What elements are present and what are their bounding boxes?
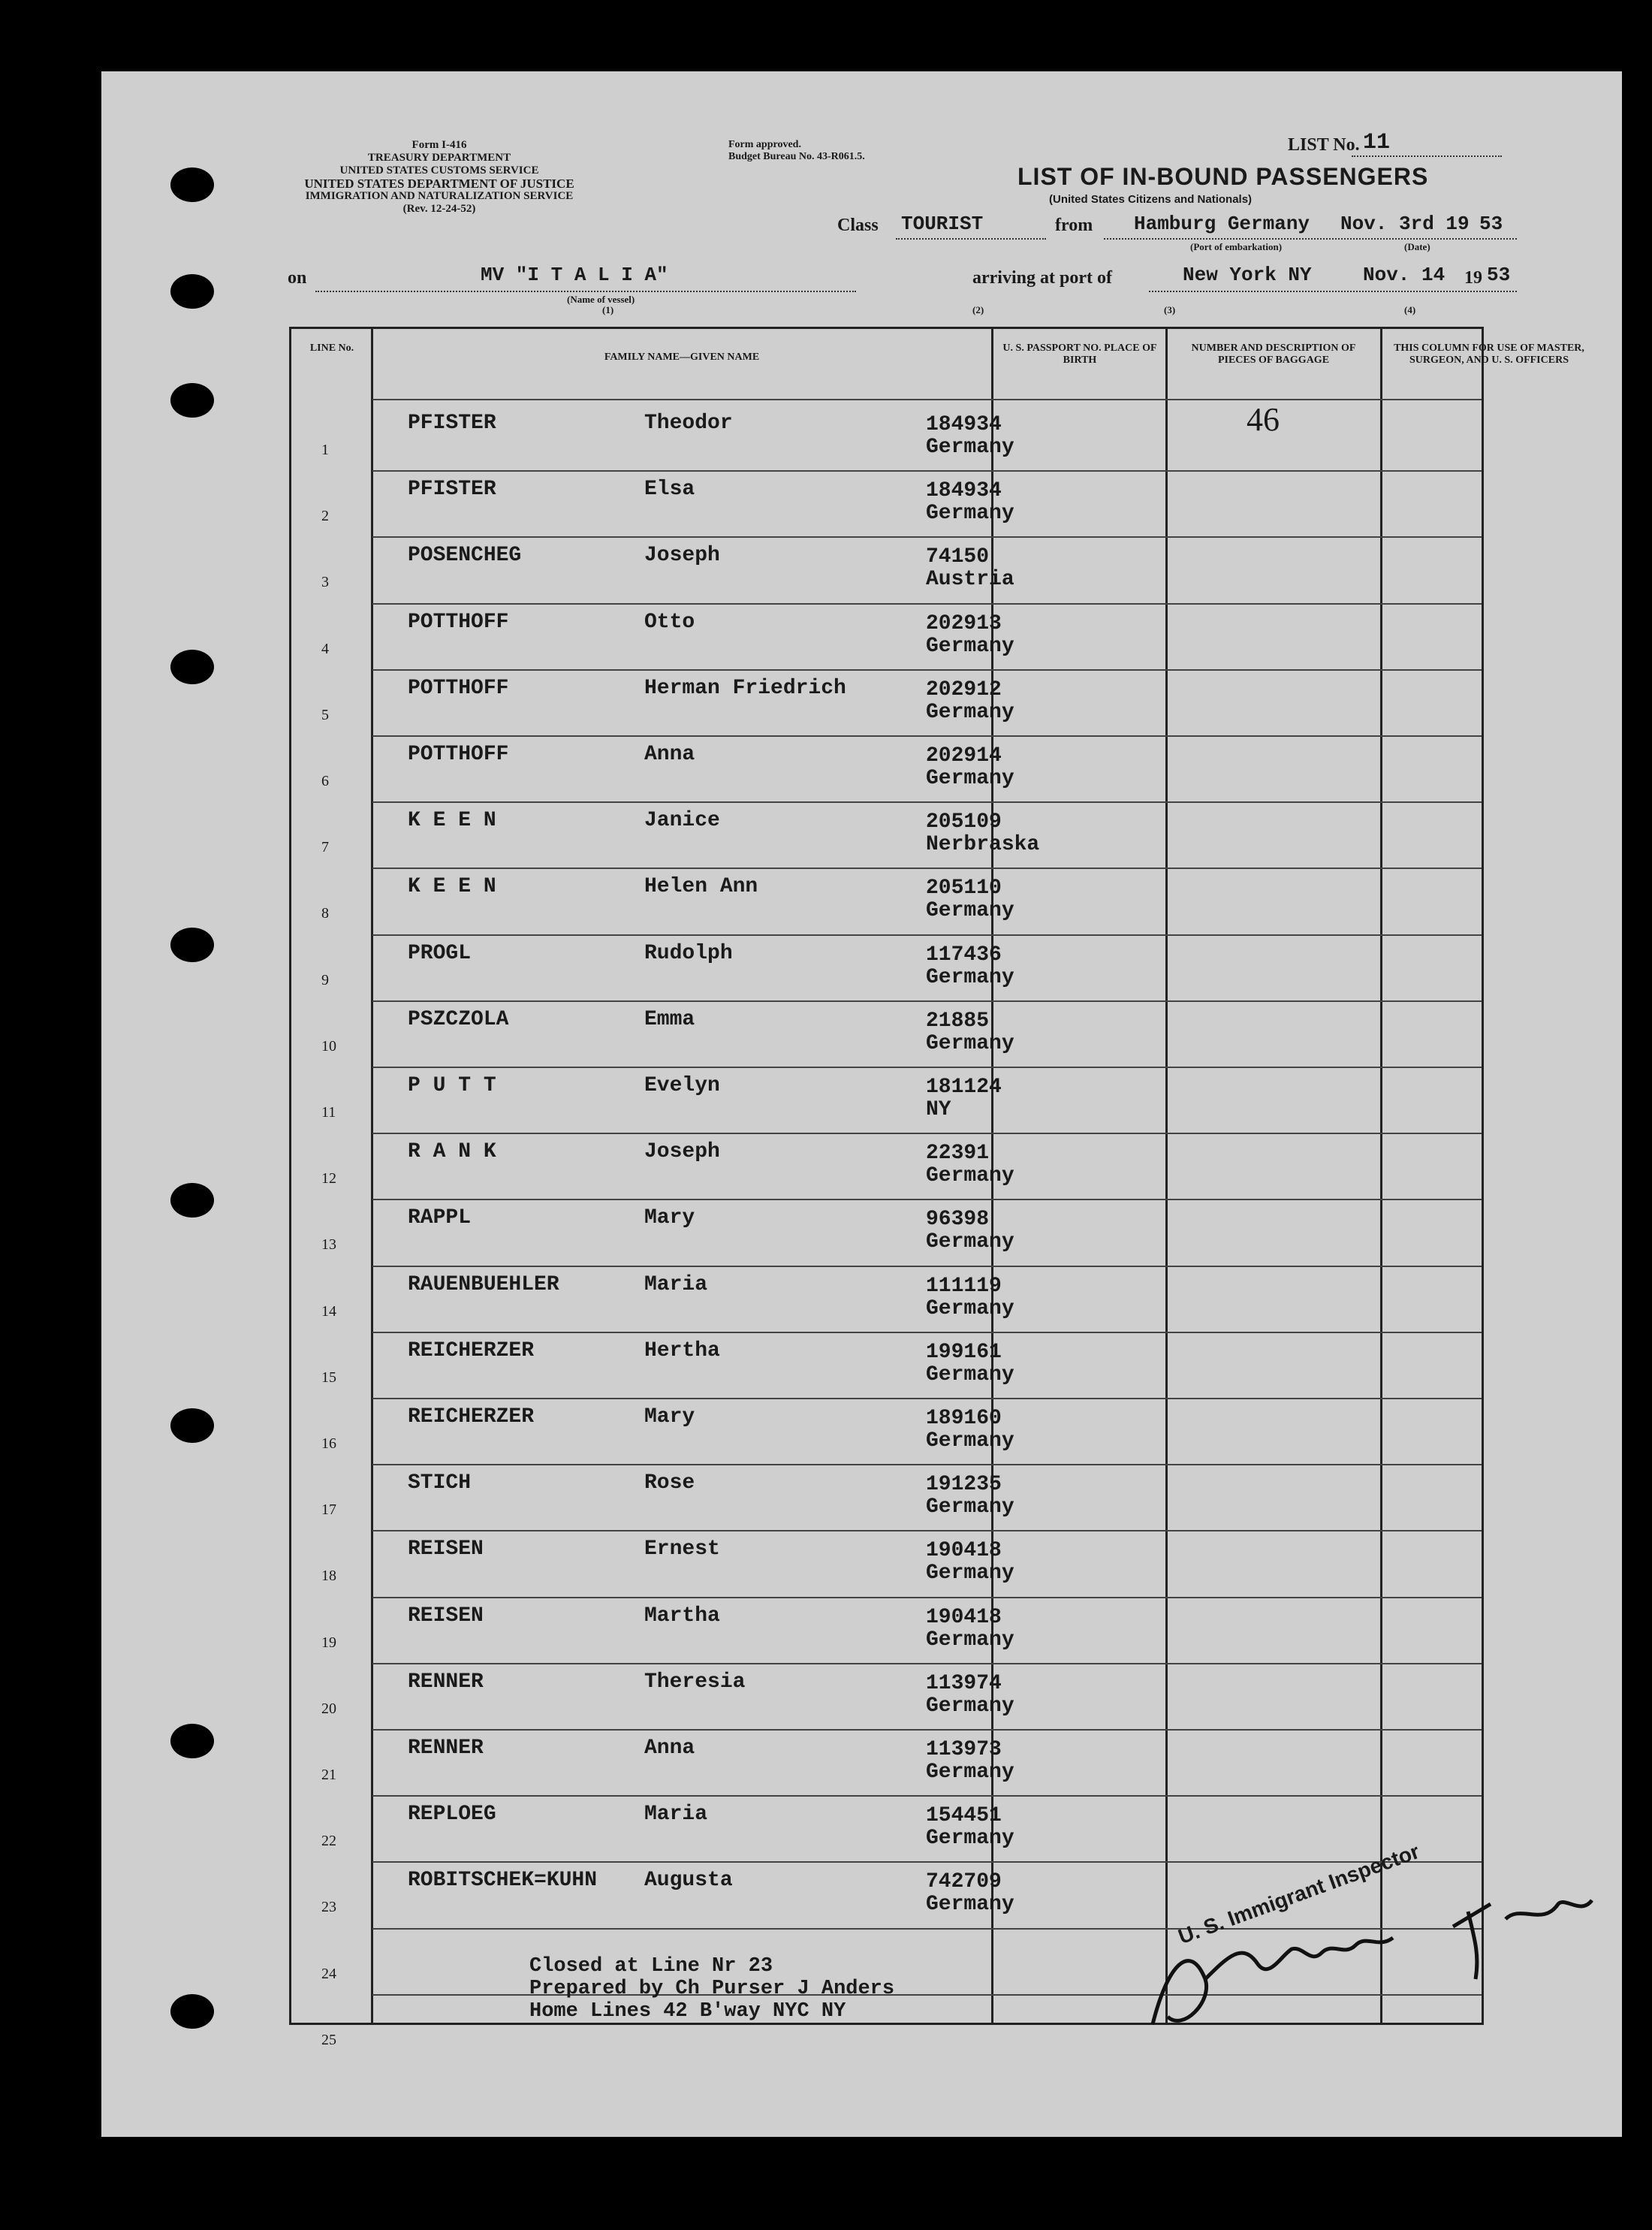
date-caption: (Date) [1404,241,1430,252]
line-number: 18 [321,1568,336,1585]
given-name: Elsa [644,478,695,502]
line-number: 11 [321,1104,336,1121]
passport-no: 742709 [926,1870,1002,1894]
place-of-birth: Germany [926,700,1014,724]
place-of-birth: Germany [926,1628,1014,1652]
table-row [291,470,1482,536]
passport-no: 113974 [926,1671,1002,1695]
passport-no: 205109 [926,810,1002,834]
place-of-birth: NY [926,1098,951,1121]
place-of-birth: Nerbraska [926,833,1040,857]
col-line-no: LINE No. [309,342,354,354]
given-name: Maria [644,1803,708,1827]
given-name: Ernest [644,1537,720,1562]
form-title: LIST OF IN-BOUND PASSENGERS [1017,163,1429,190]
table-row [291,536,1482,602]
given-name: Joseph [644,544,720,568]
family-name: POTTHOFF [408,676,509,700]
given-name: Janice [644,809,720,833]
family-name: K E E N [408,875,496,899]
passport-no: 74150 [926,545,990,569]
family-name: REPLOEG [408,1803,496,1827]
line-number: 7 [321,839,329,856]
passport-no: 199161 [926,1340,1002,1364]
family-name: STICH [408,1471,472,1495]
place-of-birth: Germany [926,502,1014,526]
passport-no: 111119 [926,1274,1002,1298]
family-name: PFISTER [408,478,496,502]
line-number: 25 [321,2031,336,2048]
treasury-dept: TREASURY DEPARTMENT [367,152,511,164]
family-name: POTTHOFF [408,743,509,766]
passport-no: 113973 [926,1738,1002,1761]
family-name: RENNER [408,1737,484,1760]
table-row [291,868,1482,934]
place-of-birth: Germany [926,634,1014,658]
place-of-birth: Germany [926,1230,1014,1254]
given-name: Maria [644,1272,708,1296]
table-row [291,404,1482,470]
place-of-birth: Germany [926,767,1014,790]
form-number: Form I-416 [411,139,467,151]
given-name: Rudolph [644,941,733,965]
caption-2: (2) [972,304,984,315]
passport-no: 22391 [926,1142,990,1166]
from-date: Nov. 3rd 19 [1340,213,1470,235]
table-row [291,1332,1482,1398]
caption-1: (1) [602,304,614,315]
closing-line-2: Prepared by Ch Purser J Anders [529,1978,895,2000]
table-row [291,669,1482,735]
family-name: RAUENBUEHLER [408,1272,559,1296]
closing-line-1: Closed at Line Nr 23 [529,1955,773,1978]
line-number: 19 [321,1634,336,1651]
caption-4: (4) [1404,304,1416,315]
from-port: Hamburg Germany [1134,213,1310,235]
punch-hole [170,650,214,684]
place-of-birth: Germany [926,1164,1014,1188]
col-name: FAMILY NAME—GIVEN NAME [604,352,760,363]
passport-no: 202912 [926,677,1002,702]
table-row [291,1597,1482,1663]
budget-bureau: Budget Bureau No. 43-R061.5. [728,151,865,162]
given-name: Augusta [644,1869,733,1893]
table-row [291,934,1482,1000]
punch-hole [170,383,214,418]
table-row [291,1663,1482,1729]
table-row [291,1000,1482,1067]
line-number: 3 [321,574,329,591]
manifest-sheet [101,71,1622,2137]
arriving-label: arriving at port of [972,268,1112,288]
place-of-birth: Germany [926,1761,1014,1784]
line-number: 20 [321,1700,336,1717]
family-name: REICHERZER [408,1405,535,1429]
from-year: 53 [1479,213,1503,235]
passport-no: 205110 [926,877,1002,901]
closing-note [529,1955,894,2023]
family-name: PROGL [408,941,472,965]
family-name: RENNER [408,1670,484,1694]
line-number: 21 [321,1767,336,1783]
given-name: Helen Ann [644,875,758,899]
table-row [291,1067,1482,1133]
family-name: PSZCZOLA [408,1007,509,1031]
punch-hole [170,167,214,202]
place-of-birth: Germany [926,1562,1014,1586]
table-row [291,1530,1482,1596]
given-name: Hertha [644,1338,720,1362]
family-name: RAPPL [408,1206,472,1230]
line-number: 14 [321,1302,336,1320]
line-number: 13 [321,1236,336,1254]
family-name: K E E N [408,809,496,833]
place-of-birth: Germany [926,1296,1014,1320]
passport-no: 154451 [926,1804,1002,1828]
passport-no: 202914 [926,744,1002,768]
punch-hole [170,928,214,962]
customs-service: UNITED STATES CUSTOMS SERVICE [339,164,539,177]
line-number: 24 [321,1965,336,1982]
passport-no: 189160 [926,1407,1002,1430]
line-number: 23 [321,1899,336,1916]
passport-no: 181124 [926,1076,1002,1099]
port-embark-caption: (Port of embarkation) [1190,241,1283,252]
form-approval [728,139,865,163]
arrival-port: New York NY [1183,264,1312,286]
place-of-birth: Austria [926,568,1014,592]
arrival-date: Nov. 14 [1363,264,1446,286]
closing-line-3: Home Lines 42 B'way NYC NY [529,2000,846,2023]
family-name: POTTHOFF [408,610,509,634]
class-label: Class [837,216,879,235]
family-name: ROBITSCHEK=KUHN [408,1869,598,1893]
place-of-birth: Germany [926,965,1014,989]
place-of-birth: Germany [926,1893,1014,1917]
line-number: 12 [321,1170,336,1187]
col-baggage: NUMBER AND DESCRIPTION OF PIECES OF BAGGAGE [1191,342,1356,366]
given-name: Herman Friedrich [644,676,846,700]
table-row [291,735,1482,801]
table-row [291,1398,1482,1464]
line-number: 8 [321,905,329,922]
place-of-birth: Germany [926,1694,1014,1718]
passport-no: 190418 [926,1605,1002,1629]
list-no-label: LIST No. [1288,135,1360,155]
on-label: on [288,268,307,288]
table-row [291,1199,1482,1265]
place-of-birth: Germany [926,1362,1014,1387]
passport-no: 191235 [926,1473,1002,1497]
place-of-birth: Germany [926,1827,1014,1851]
given-name: Anna [644,743,695,766]
given-name: Anna [644,1737,695,1760]
form-subtitle: (United States Citizens and Nationals) [1049,193,1253,206]
line-number: 15 [321,1368,336,1386]
punch-hole [170,1724,214,1758]
family-name: P U T T [408,1074,496,1097]
family-name: R A N K [408,1140,496,1164]
passport-no: 190418 [926,1539,1002,1563]
place-of-birth: Germany [926,436,1014,459]
family-name: REISEN [408,1604,484,1628]
passport-no: 184934 [926,479,1002,503]
officer-note: 46 [1247,401,1280,438]
passenger-table [289,327,1584,2048]
inspector-title: U. S. Immigrant Inspector [1175,1839,1423,1949]
line-number: 2 [321,508,329,525]
table-row [291,1133,1482,1199]
class-value: TOURIST [901,213,984,235]
vessel-caption: (Name of vessel) [567,294,635,305]
table-row [291,603,1482,669]
from-label: from [1055,216,1093,235]
line-number: 5 [321,706,329,723]
given-name: Emma [644,1007,695,1031]
arrival-year: 53 [1487,264,1511,286]
caption-3: (3) [1164,304,1176,315]
line-number: 17 [321,1501,336,1519]
punch-hole [170,274,214,309]
passport-no: 117436 [926,943,1002,967]
punch-hole [170,1408,214,1443]
family-name: PFISTER [408,412,496,435]
family-name: REISEN [408,1537,484,1562]
given-name: Theresia [644,1670,746,1694]
justice-dept: UNITED STATES DEPARTMENT OF JUSTICE [304,177,574,191]
line-number: 16 [321,1435,336,1452]
table-row [291,1795,1482,1861]
col-passport: U. S. PASSPORT NO. PLACE OF BIRTH [1002,342,1157,366]
passport-no: 184934 [926,413,1002,436]
ins-service: IMMIGRATION AND NATURALIZATION SERVICE [305,190,574,202]
given-name: Mary [644,1405,695,1429]
given-name: Mary [644,1206,695,1230]
form-approved: Form approved. [728,139,801,150]
given-name: Evelyn [644,1074,720,1097]
place-of-birth: Germany [926,899,1014,923]
revision: (Rev. 12-24-52) [402,203,476,215]
table-row [291,801,1482,868]
passport-no: 202913 [926,611,1002,635]
table-row [291,1729,1482,1795]
place-of-birth: Germany [926,1031,1014,1055]
col-officers: THIS COLUMN FOR USE OF MASTER, SURGEON, AND U. S. OFFICERS [1394,342,1584,366]
place-of-birth: Germany [926,1495,1014,1519]
line-number: 10 [321,1037,336,1055]
line-number: 22 [321,1833,336,1850]
form-issuer-block [282,139,597,216]
passport-no: 96398 [926,1208,990,1232]
vessel-name: MV "I T A L I A" [481,264,668,286]
given-name: Martha [644,1604,720,1628]
punch-hole [170,1994,214,2029]
given-name: Joseph [644,1140,720,1164]
passport-no: 21885 [926,1009,990,1033]
arrival-year-prefix: 19 [1464,268,1482,288]
line-number: 9 [321,971,329,988]
family-name: REICHERZER [408,1338,535,1362]
inspector-signature [1138,1874,1603,2047]
given-name: Otto [644,610,695,634]
list-no-value: 11 [1363,130,1391,155]
given-name: Theodor [644,412,733,435]
punch-hole [170,1183,214,1218]
table-row [291,1464,1482,1530]
line-number: 4 [321,640,329,657]
family-name: POSENCHEG [408,544,522,568]
line-number: 6 [321,773,329,789]
place-of-birth: Germany [926,1429,1014,1453]
table-row [291,1266,1482,1332]
line-number: 1 [321,442,329,458]
given-name: Rose [644,1471,695,1495]
